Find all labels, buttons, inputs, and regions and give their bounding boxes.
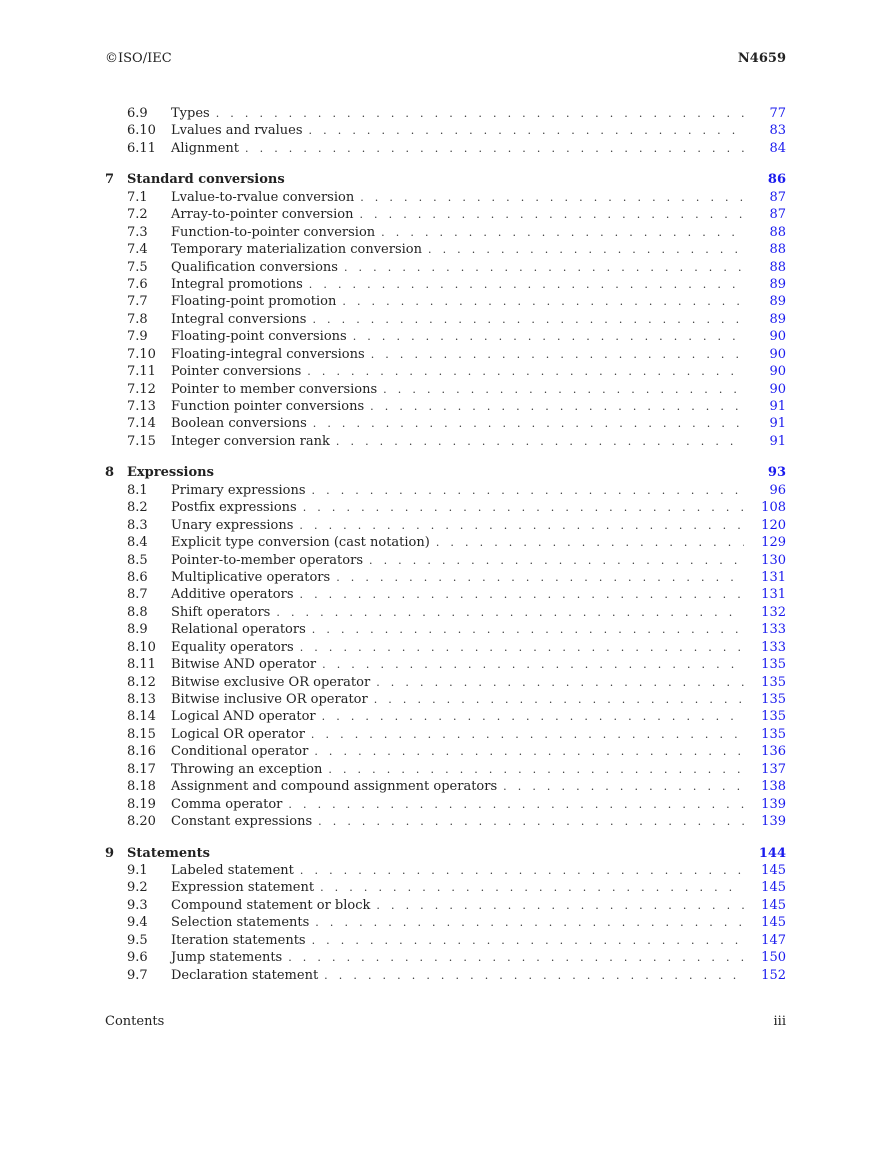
toc-page-link[interactable]: 145 <box>761 880 786 896</box>
toc-section-entry[interactable] <box>105 778 786 795</box>
toc-section-entry[interactable] <box>105 189 786 206</box>
toc-section-entry[interactable] <box>105 499 786 516</box>
page-footer <box>105 1014 786 1029</box>
toc-page-link[interactable]: 138 <box>761 779 786 795</box>
toc-page-cell <box>752 897 786 914</box>
toc-section-entry[interactable] <box>105 674 786 691</box>
dot-leader <box>307 363 744 380</box>
toc-page-cell <box>752 381 786 398</box>
toc-entry-title: Unary expressions <box>171 517 294 533</box>
toc-section-entry[interactable] <box>105 534 786 551</box>
toc-entry-title: Conditional operator <box>171 744 309 760</box>
toc-section-entry[interactable] <box>105 482 786 499</box>
toc-entry-number: 7.3 <box>127 224 148 240</box>
toc-page-cell <box>752 499 786 516</box>
toc-entry-number: 7.13 <box>127 399 156 414</box>
toc-page-link[interactable]: 131 <box>761 569 786 585</box>
toc-entry-number: 8.19 <box>127 796 156 812</box>
dot-leader <box>313 415 744 432</box>
toc-entry-title: Integral conversions <box>171 311 307 327</box>
toc-page-link[interactable]: 91 <box>769 399 786 414</box>
toc-page-link[interactable]: 120 <box>761 517 786 533</box>
dot-leader <box>336 433 744 450</box>
dot-leader <box>328 761 744 778</box>
toc-page-link[interactable]: 139 <box>761 796 786 812</box>
toc-entry-number: 9 <box>105 845 115 861</box>
toc-section-entry[interactable] <box>105 586 786 603</box>
toc-page-cell <box>752 363 786 380</box>
toc-entry-number: 8.2 <box>127 500 148 516</box>
toc-entry-title: Multiplicative operators <box>171 569 331 585</box>
toc-page-link[interactable]: 91 <box>769 433 786 449</box>
toc-page-link[interactable]: 145 <box>761 862 786 878</box>
toc-page-link[interactable]: 87 <box>769 189 786 205</box>
toc-page-cell <box>752 105 786 122</box>
toc-page-cell <box>752 967 786 984</box>
toc-page-link[interactable]: 135 <box>761 726 786 742</box>
toc-entry-title: Integral promotions <box>171 276 303 292</box>
toc-entry-number: 8.20 <box>127 814 156 830</box>
toc-page-link[interactable]: 135 <box>761 674 786 690</box>
dot-leader <box>300 639 744 656</box>
toc-entry-number: 7.7 <box>127 294 148 310</box>
toc-page-link[interactable]: 145 <box>761 915 786 931</box>
page-number: iii <box>773 1014 786 1029</box>
toc-page-cell <box>752 796 786 813</box>
toc-entry-title: Assignment and compound assignment operators <box>171 779 498 795</box>
toc-page-cell <box>752 552 786 569</box>
toc-entry-number: 9.5 <box>127 932 148 948</box>
toc-entry-title: Floating-point conversions <box>171 329 347 345</box>
dot-leader <box>299 586 744 603</box>
toc-entry-title: Iteration statements <box>171 932 306 948</box>
toc-section-entry[interactable] <box>105 897 786 914</box>
toc-section-entry[interactable] <box>105 743 786 760</box>
toc-page-link[interactable]: 137 <box>761 761 786 777</box>
toc-entry-number: 9.7 <box>127 967 148 983</box>
dot-leader <box>320 879 744 896</box>
toc-entry-number: 8.9 <box>127 622 148 638</box>
toc-section-entry[interactable] <box>105 604 786 621</box>
dot-leader <box>342 293 744 310</box>
toc-section-entry[interactable] <box>105 862 786 879</box>
document-number: N4659 <box>737 51 786 66</box>
dot-leader <box>216 105 744 122</box>
toc-entry-title: Equality operators <box>171 639 294 655</box>
toc-entry-title: Array-to-pointer conversion <box>171 207 354 223</box>
toc-page-cell <box>752 259 786 276</box>
toc-entry-number: 8.7 <box>127 587 148 603</box>
toc-entry-title: Declaration statement <box>171 967 319 983</box>
dot-leader <box>299 517 744 534</box>
toc-entry-title: Postfix expressions <box>171 500 297 516</box>
toc-page-link[interactable]: 136 <box>761 744 786 760</box>
toc-entry-title: Pointer conversions <box>171 364 302 380</box>
toc-entry-title: Relational operators <box>171 622 306 638</box>
toc-entry-title: Primary expressions <box>171 482 306 498</box>
toc-entry-title: Pointer-to-member operators <box>171 552 363 568</box>
toc-page-cell <box>752 879 786 896</box>
toc-entry-number: 8.8 <box>127 604 148 620</box>
toc-page-link[interactable]: 135 <box>761 657 786 673</box>
toc-page-cell <box>752 708 786 725</box>
toc-page-link[interactable]: 93 <box>767 465 786 481</box>
toc-entry-title: Labeled statement <box>171 862 294 878</box>
toc-page-link[interactable]: 90 <box>769 364 786 380</box>
toc-entry-number: 8.5 <box>127 552 148 568</box>
toc-page-cell <box>752 656 786 673</box>
toc-page-link[interactable]: 90 <box>769 381 786 397</box>
toc-section-entry[interactable] <box>105 381 786 398</box>
toc-page-link[interactable]: 135 <box>761 709 786 725</box>
toc-section-entry[interactable] <box>105 949 786 966</box>
toc-section-entry[interactable] <box>105 398 786 415</box>
toc-page-cell <box>752 862 786 879</box>
toc-entry-title: Compound statement or block <box>171 897 371 913</box>
toc-entry-number: 7.12 <box>127 381 156 397</box>
toc-page-cell <box>752 415 786 432</box>
toc-section-entry[interactable] <box>105 932 786 949</box>
dot-leader <box>503 778 744 795</box>
toc-entry-title: Qualification conversions <box>171 259 338 275</box>
toc-entry-number: 6.9 <box>127 106 148 121</box>
toc-section-entry[interactable] <box>105 796 786 813</box>
toc-entry-title: Expressions <box>127 465 214 481</box>
toc-section-entry[interactable] <box>105 276 786 293</box>
toc-entry-title: Statements <box>127 845 210 861</box>
toc-section-entry[interactable] <box>105 656 786 673</box>
toc-page-cell <box>752 932 786 949</box>
toc-section-entry[interactable] <box>105 879 786 896</box>
toc-entry-title: Additive operators <box>171 587 294 603</box>
toc-page-cell <box>752 293 786 310</box>
toc-entry-number: 8.10 <box>127 639 156 655</box>
toc-page-cell <box>752 743 786 760</box>
toc-entry-title: Throwing an exception <box>171 761 323 777</box>
toc-section-entry[interactable] <box>105 914 786 931</box>
toc-entry-number: 7.4 <box>127 242 148 258</box>
toc-entry-number: 7.6 <box>127 276 148 292</box>
toc-page-link[interactable]: 133 <box>761 622 786 638</box>
toc-entry-title: Selection statements <box>171 915 310 931</box>
dot-leader <box>303 499 744 516</box>
toc-chapter-entry[interactable] <box>105 171 786 188</box>
toc-page-cell <box>752 761 786 778</box>
toc-page-link[interactable]: 133 <box>761 639 786 655</box>
toc-page-cell <box>752 914 786 931</box>
toc-page-cell <box>752 346 786 363</box>
toc-page-link[interactable]: 88 <box>769 224 786 240</box>
dot-leader <box>336 569 744 586</box>
toc-entry-number: 8.18 <box>127 779 156 795</box>
dot-leader <box>312 932 744 949</box>
toc-entry-number: 7.11 <box>127 364 156 380</box>
toc-entry-number: 7.2 <box>127 207 148 223</box>
toc-chapter-entry[interactable] <box>105 464 786 481</box>
dot-leader <box>309 122 744 139</box>
toc-section-entry[interactable] <box>105 569 786 586</box>
toc-page-cell <box>752 691 786 708</box>
toc-section-entry[interactable] <box>105 691 786 708</box>
toc-section-entry[interactable] <box>105 433 786 450</box>
toc-page-cell <box>752 433 786 450</box>
dot-leader <box>436 534 744 551</box>
toc-page-cell <box>752 639 786 656</box>
toc-page-cell <box>752 534 786 551</box>
dot-leader <box>381 224 744 241</box>
toc-page-cell <box>752 140 786 157</box>
toc-page-link[interactable]: 147 <box>761 932 786 948</box>
toc-entry-title: Floating-integral conversions <box>171 346 365 362</box>
toc-page-cell <box>752 482 786 499</box>
toc-section-entry[interactable] <box>105 967 786 984</box>
toc-entry-title: Integer conversion rank <box>171 433 330 449</box>
toc-page-cell <box>752 241 786 258</box>
toc-entry-title: Alignment <box>171 140 240 156</box>
dot-leader <box>288 796 744 813</box>
dot-leader <box>359 206 744 223</box>
toc-entry-title: Function-to-pointer conversion <box>171 224 376 240</box>
toc-entry-title: Types <box>171 106 210 121</box>
toc-section-entry[interactable] <box>105 328 786 345</box>
toc-entry-number: 8.14 <box>127 709 156 725</box>
toc-section-entry[interactable] <box>105 224 786 241</box>
toc-section-entry[interactable] <box>105 311 786 328</box>
toc-page-cell <box>752 674 786 691</box>
toc-section-entry[interactable] <box>105 726 786 743</box>
dot-leader <box>300 862 744 879</box>
toc-entry-title: Constant expressions <box>171 814 313 830</box>
dot-leader <box>312 311 744 328</box>
toc-entry-number: 8.1 <box>127 482 148 498</box>
toc-entry-title: Standard conversions <box>127 172 285 188</box>
dot-leader <box>322 656 744 673</box>
toc-page-link[interactable]: 90 <box>769 329 786 345</box>
toc-page-link[interactable]: 88 <box>769 242 786 258</box>
toc-entry-number: 8.11 <box>127 657 156 673</box>
toc-page-cell <box>752 276 786 293</box>
toc-page-link[interactable]: 77 <box>769 106 786 121</box>
toc-entry-number: 9.6 <box>127 950 148 966</box>
toc-section-entry[interactable] <box>105 761 786 778</box>
toc-entry-number: 8.4 <box>127 535 148 551</box>
toc-page-link[interactable]: 108 <box>761 500 786 516</box>
dot-leader <box>324 967 744 984</box>
footer-section-label: Contents <box>105 1014 165 1029</box>
toc-entry-number: 7.10 <box>127 346 156 362</box>
toc-page-cell <box>752 813 786 830</box>
toc-section-entry[interactable] <box>105 621 786 638</box>
toc-section-entry[interactable] <box>105 105 786 122</box>
toc-page-link[interactable]: 83 <box>769 123 786 139</box>
toc-page-link[interactable]: 130 <box>761 552 786 568</box>
toc-section-entry[interactable] <box>105 206 786 223</box>
toc-section-entry[interactable] <box>105 259 786 276</box>
toc-entry-number: 7.8 <box>127 311 148 327</box>
toc-entry-number: 8.15 <box>127 726 156 742</box>
table-of-contents <box>105 105 786 984</box>
toc-page-cell <box>752 122 786 139</box>
dot-leader <box>245 140 744 157</box>
toc-page-cell <box>752 949 786 966</box>
toc-entry-title: Temporary materialization conversion <box>171 242 422 258</box>
dot-leader <box>309 276 744 293</box>
toc-page-link[interactable]: 87 <box>769 207 786 223</box>
toc-section-entry[interactable] <box>105 140 786 157</box>
toc-page-cell <box>752 517 786 534</box>
toc-page-cell <box>752 569 786 586</box>
toc-entry-number: 7.14 <box>127 416 156 432</box>
toc-page-link[interactable]: 89 <box>769 311 786 327</box>
toc-entry-number: 8.3 <box>127 517 148 533</box>
toc-entry-title: Lvalues and rvalues <box>171 123 303 139</box>
toc-entry-number: 9.3 <box>127 897 148 913</box>
toc-entry-title: Lvalue-to-rvalue conversion <box>171 189 355 205</box>
dot-leader <box>353 328 744 345</box>
toc-entry-number: 7.9 <box>127 329 148 345</box>
toc-page-link[interactable]: 152 <box>761 967 786 983</box>
toc-page-cell <box>752 464 786 481</box>
toc-section-entry[interactable] <box>105 363 786 380</box>
toc-chapter-entry[interactable] <box>105 845 786 862</box>
page-header <box>105 51 786 66</box>
dot-leader <box>314 743 744 760</box>
toc-page-link[interactable]: 96 <box>769 482 786 498</box>
toc-entry-number: 7 <box>105 172 115 188</box>
toc-page-link[interactable]: 131 <box>761 587 786 603</box>
toc-section-entry[interactable] <box>105 241 786 258</box>
toc-entry-number: 7.1 <box>127 189 148 205</box>
toc-entry-number: 6.10 <box>127 123 156 139</box>
dot-leader <box>371 346 744 363</box>
toc-page-cell <box>752 311 786 328</box>
dot-leader <box>369 552 744 569</box>
dot-leader <box>311 726 744 743</box>
toc-entry-number: 8.16 <box>127 744 156 760</box>
toc-section-entry[interactable] <box>105 346 786 363</box>
toc-entry-title: Floating-point promotion <box>171 294 337 310</box>
toc-page-link[interactable]: 90 <box>769 346 786 362</box>
toc-entry-number: 9.4 <box>127 915 148 931</box>
toc-section-entry[interactable] <box>105 415 786 432</box>
toc-page-link[interactable]: 86 <box>767 172 786 188</box>
dot-leader <box>288 949 744 966</box>
dot-leader <box>376 897 744 914</box>
toc-page-link[interactable]: 139 <box>761 814 786 830</box>
toc-section-entry[interactable] <box>105 639 786 656</box>
dot-leader <box>312 482 744 499</box>
toc-page-cell <box>752 328 786 345</box>
toc-entry-number: 6.11 <box>127 140 156 156</box>
dot-leader <box>322 708 744 725</box>
toc-entry-number: 9.2 <box>127 880 148 896</box>
toc-entry-title: Function pointer conversions <box>171 399 365 414</box>
dot-leader <box>370 398 744 415</box>
dot-leader <box>344 259 744 276</box>
toc-section-entry[interactable] <box>105 122 786 139</box>
toc-page-cell <box>752 398 786 415</box>
toc-entry-number: 7.15 <box>127 433 156 449</box>
toc-page-link[interactable]: 150 <box>761 950 786 966</box>
toc-entry-title: Expression statement <box>171 880 315 896</box>
toc-page-cell <box>752 778 786 795</box>
dot-leader <box>318 813 744 830</box>
toc-entry-title: Shift operators <box>171 604 271 620</box>
toc-section-entry[interactable] <box>105 293 786 310</box>
toc-page-link[interactable]: 129 <box>761 535 786 551</box>
dot-leader <box>383 381 744 398</box>
toc-entry-number: 8 <box>105 465 115 481</box>
copyright-notice: ©ISO/IEC <box>105 51 172 66</box>
toc-page-link[interactable]: 91 <box>769 416 786 432</box>
toc-section-entry[interactable] <box>105 813 786 830</box>
toc-page-link[interactable]: 132 <box>761 604 786 620</box>
toc-entry-number: 8.6 <box>127 569 148 585</box>
toc-entry-title: Comma operator <box>171 796 283 812</box>
toc-page-link[interactable]: 84 <box>769 140 786 156</box>
toc-page-link[interactable]: 88 <box>769 259 786 275</box>
toc-entry-title: Boolean conversions <box>171 416 307 432</box>
dot-leader <box>312 621 744 638</box>
toc-entry-number: 7.5 <box>127 259 148 275</box>
toc-page-cell <box>752 621 786 638</box>
dot-leader <box>360 189 744 206</box>
toc-entry-number: 9.1 <box>127 862 148 878</box>
toc-page-cell <box>752 845 786 862</box>
toc-entry-number: 8.13 <box>127 692 156 707</box>
toc-entry-title: Bitwise exclusive OR operator <box>171 674 371 690</box>
toc-entry-title: Pointer to member conversions <box>171 381 378 397</box>
toc-page-link[interactable]: 145 <box>761 897 786 913</box>
toc-page-cell <box>752 206 786 223</box>
dot-leader <box>428 241 744 258</box>
toc-section-entry[interactable] <box>105 552 786 569</box>
toc-section-entry[interactable] <box>105 517 786 534</box>
toc-entry-title: Logical AND operator <box>171 709 316 725</box>
toc-page-cell <box>752 171 786 188</box>
toc-page-cell <box>752 726 786 743</box>
toc-page-link[interactable]: 89 <box>769 294 786 310</box>
toc-entry-title: Logical OR operator <box>171 726 305 742</box>
toc-page-cell <box>752 604 786 621</box>
toc-page-cell <box>752 586 786 603</box>
dot-leader <box>315 914 744 931</box>
toc-entry-title: Bitwise inclusive OR operator <box>171 692 368 707</box>
toc-page-cell <box>752 189 786 206</box>
toc-entry-number: 8.17 <box>127 761 156 777</box>
toc-entry-number: 8.12 <box>127 674 156 690</box>
toc-page-link[interactable]: 89 <box>769 276 786 292</box>
dot-leader <box>376 674 744 691</box>
dot-leader <box>374 691 744 708</box>
toc-entry-title: Bitwise AND operator <box>171 657 317 673</box>
toc-page-link[interactable]: 144 <box>758 845 786 861</box>
toc-section-entry[interactable] <box>105 708 786 725</box>
toc-page-cell <box>752 224 786 241</box>
toc-entry-title: Explicit type conversion (cast notation) <box>171 535 430 551</box>
toc-page-link[interactable]: 135 <box>761 692 786 707</box>
dot-leader <box>276 604 744 621</box>
toc-entry-title: Jump statements <box>171 950 283 966</box>
